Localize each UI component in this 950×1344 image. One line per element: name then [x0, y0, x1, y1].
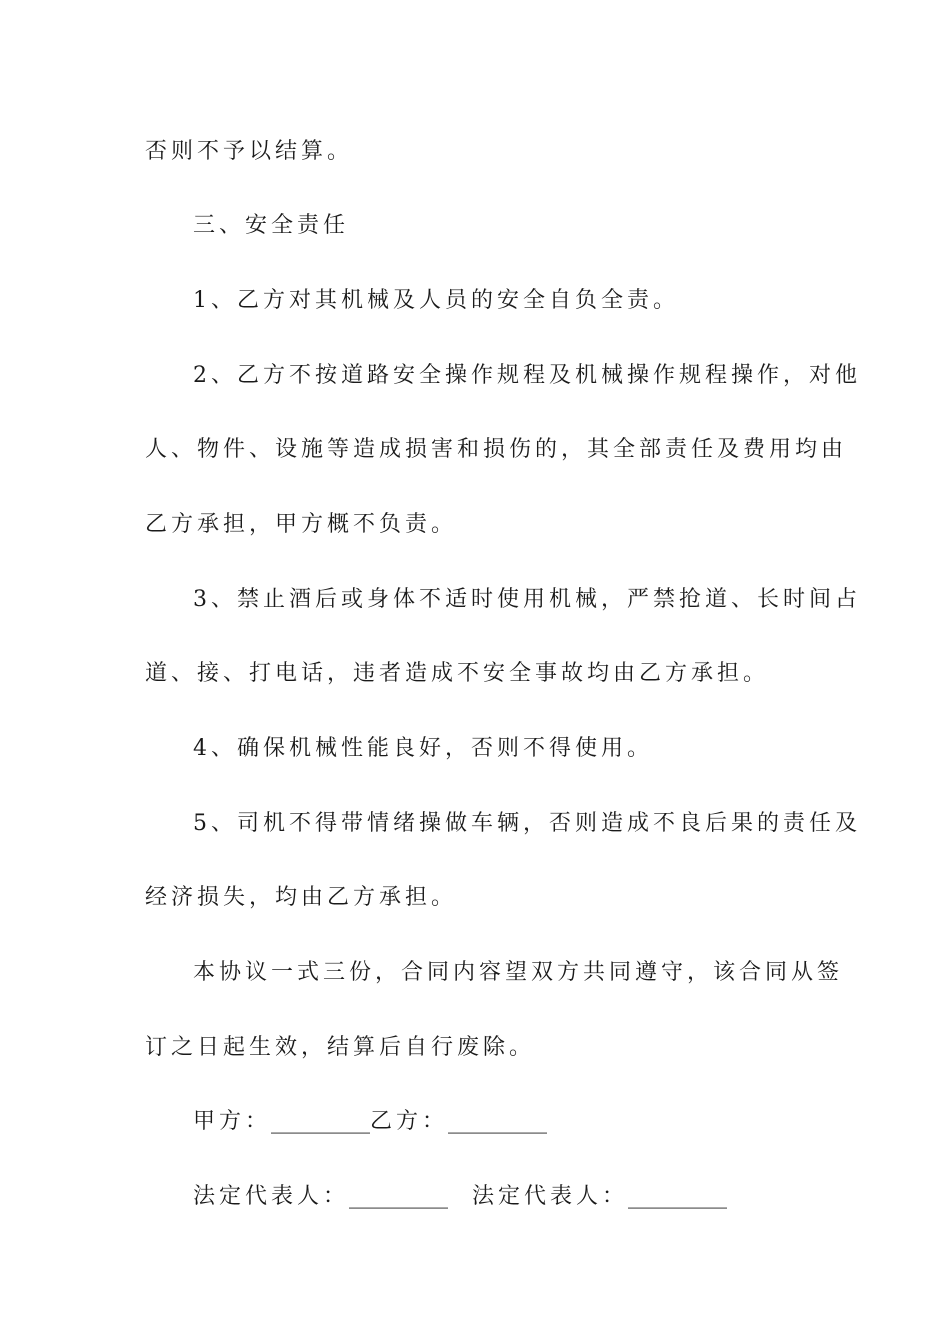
paragraph-line: 否则不予以结算。 [145, 139, 354, 164]
paragraph-line: 经济损失，均由乙方承担。 [145, 885, 458, 910]
paragraph-line: 人、物件、设施等造成损害和损伤的，其全部责任及费用均由 [145, 437, 848, 462]
rep-b-blank: _________ [628, 1184, 728, 1209]
paragraph-line: 订之日起生效，结算后自行废除。 [145, 1035, 536, 1060]
paragraph-line: 2、乙方不按道路安全操作规程及机械操作规程操作，对他 [193, 363, 861, 388]
rep-a-label: 法定代表人： [193, 1184, 350, 1209]
signature-row-parties [193, 1107, 873, 1137]
signature-row-representatives [193, 1182, 873, 1212]
rep-a-blank: _________ [349, 1184, 449, 1209]
paragraph-line: 3、禁止酒后或身体不适时使用机械，严禁抢道、长时间占 [193, 587, 861, 612]
party-a-label: 甲方： [193, 1109, 272, 1134]
party-b-label: 乙方： [370, 1109, 449, 1134]
party-a-blank: _________ [271, 1109, 371, 1134]
paragraph-line: 4、确保机械性能良好，否则不得使用。 [193, 736, 653, 761]
paragraph-line: 乙方承担，甲方概不负责。 [145, 512, 458, 537]
rep-b-label: 法定代表人： [472, 1184, 629, 1209]
paragraph-line: 本协议一式三份，合同内容望双方共同遵守，该合同从签 [193, 960, 844, 985]
paragraph-line: 道、接、打电话，违者造成不安全事故均由乙方承担。 [145, 661, 770, 686]
party-b-blank: _________ [448, 1109, 548, 1134]
section-heading: 三、安全责任 [193, 213, 350, 238]
paragraph-line: 5、司机不得带情绪操做车辆，否则造成不良后果的责任及 [193, 811, 861, 836]
paragraph-line: 1、乙方对其机械及人员的安全自负全责。 [193, 288, 679, 313]
